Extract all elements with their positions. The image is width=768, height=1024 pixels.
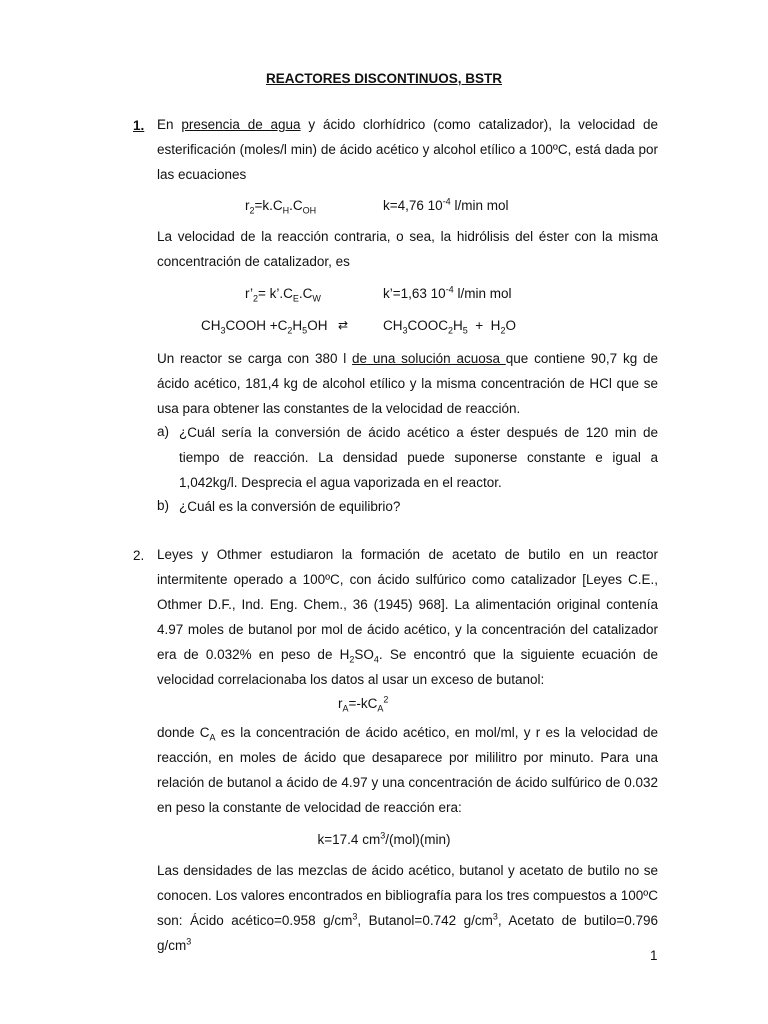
reaction-reactants: $CH_3COOH +C_2H_5OH$ — [201, 318, 328, 336]
rate-constant-forward: k=4,76 $10^{-4}$ l/min mol — [383, 196, 509, 213]
question-a-label: a) — [157, 424, 170, 439]
problem-1-intro: En presencia de agua y ácido clorhídrico (como catalizador), la velocidad de esterificación (moles/l min) de ácido acético y alcohol etílico a 100ºC, está dada por las ecuaciones — [157, 117, 658, 182]
problem-2-number: 2. — [133, 548, 145, 563]
question-a-text: ¿Cuál sería la conversión de ácido acético a éster después de 120 min de tiempo de reacción. La densidad puede suponerse constante e igual a 1,042kg/l. Desprecia el agua vaporizada en el reactor. — [179, 425, 658, 490]
problem-1-reactor-text: Un reactor se carga con 380 l de una solución acuosa que contiene 90,7 kg de ácido acético, 181,4 kg de alcohol etílico y la misma concentración de HCl que se usa para obtener las constantes de la velocidad de reacción. — [157, 351, 658, 416]
equilibrium-arrow-icon: ⇄ — [338, 318, 349, 332]
rate-equation-reverse: $r’_2=$ $k’.C_E.C_W$ — [245, 286, 321, 304]
problem-2-densities: Las densidades de las mezclas de ácido acético, butanol y acetato de butilo no se conocen. Los valores encontrados en bibliografía para los tres compuestos a 100ºC son: Ácido acético=0.958 $g/cm^3$, Butanol=0.742 $g/cm^3$, Acetato de butilo=0.796 $g/cm^3$ — [157, 863, 659, 953]
reaction-products: $CH_3COOC_2H_5 + H_2O$ — [383, 318, 516, 336]
document-title: REACTORES DISCONTINUOS, BSTR — [265, 71, 503, 86]
rate-equation-butanol: $r_A=-kC_A^2$ — [338, 694, 389, 714]
problem-1-reverse-text: La velocidad de la reacción contraria, o sea, la hidrólisis del éster con la misma concentración de catalizador, es — [157, 229, 658, 269]
problem-1-number: 1. — [133, 118, 145, 133]
problem-2-definition: donde $C_A$ es la concentración de ácido acético, en mol/ml, y r es la velocidad de reacción, en moles de ácido que desaparece por mililitro por minuto. Para una relación de butanol a ácido de 4.97 y una concentración de ácido sulfúrico de 0.032 en peso la constante de velocidad de reacción era: — [157, 725, 658, 815]
rate-equation-forward: $r_2=k.C_H.C_{OH}$ — [245, 198, 317, 216]
page-number: 1 — [650, 948, 658, 963]
problem-2-text: Leyes y Othmer estudiaron la formación de acetato de butilo en un reactor intermitente operado a 100ºC, con ácido sulfúrico como catalizador [Leyes C.E., Othmer D.F., Ind. Eng. Chem., 36 (1945) 968]. La alimentación original contenía 4.97 moles de butanol por mol de ácido acético, y la concentración del catalizador era de 0.032% en peso de $H_2SO_4$. Se encontró que la siguiente ecuación de velocidad correlacionaba los datos al usar un exceso de butanol: — [157, 547, 659, 687]
question-b-label: b) — [157, 498, 170, 513]
rate-constant-butanol: k=17.4 $cm^3/(mol)(\min)$ — [317, 830, 451, 847]
rate-constant-reverse: k’=1,63 $10^{-4}$ l/min mol — [383, 284, 512, 301]
question-b-text: ¿Cuál es la conversión de equilibrio? — [179, 499, 401, 514]
